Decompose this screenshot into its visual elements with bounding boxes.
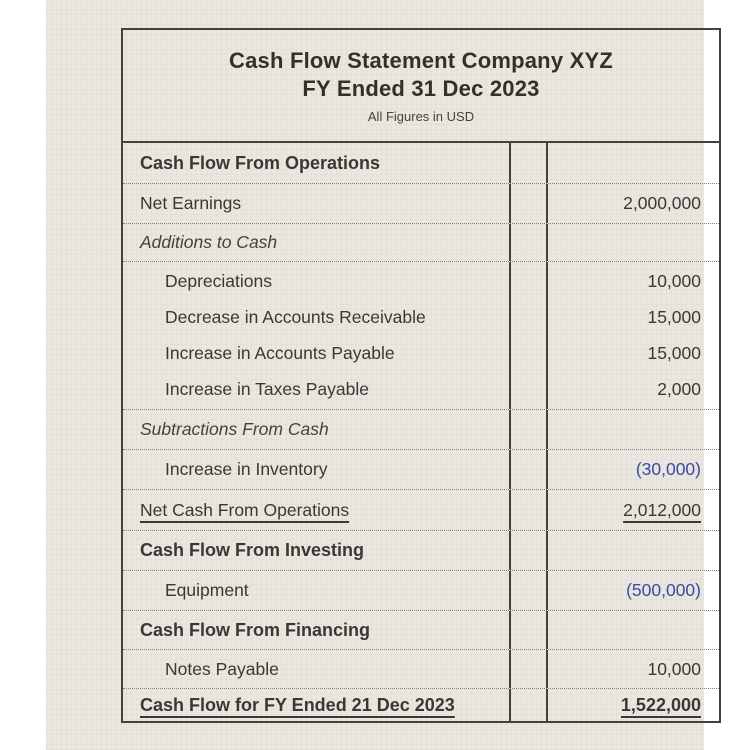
row-value bbox=[548, 143, 719, 183]
row-label: Net Earnings bbox=[140, 193, 242, 213]
spacer-column bbox=[509, 650, 548, 688]
row-value-increase-taxes-payable: 2,000 bbox=[657, 378, 701, 399]
row-label-increase-taxes-payable: Increase in Taxes Payable bbox=[165, 378, 369, 399]
row-value-increase-accounts-payable: 15,000 bbox=[647, 342, 701, 363]
spacer-column bbox=[509, 224, 548, 261]
spacer-column bbox=[509, 184, 548, 223]
row-value: 10,000 bbox=[647, 658, 701, 679]
row-label: Net Cash From Operations bbox=[140, 499, 350, 520]
row-net-cash-from-operations bbox=[123, 489, 719, 530]
row-label: Additions to Cash bbox=[140, 232, 278, 252]
row-label: Cash Flow From Financing bbox=[140, 619, 371, 640]
row-notes-payable bbox=[123, 649, 719, 688]
row-value: 2,000,000 bbox=[623, 193, 701, 213]
row-net-earnings bbox=[123, 183, 719, 223]
row-value-decrease-accounts-receivable: 15,000 bbox=[647, 307, 701, 328]
row-label: Cash Flow for FY Ended 21 Dec 2023 bbox=[140, 694, 455, 715]
spacer-column bbox=[509, 611, 548, 649]
row-value bbox=[548, 611, 719, 649]
statement-title-line2: FY Ended 31 Dec 2023 bbox=[302, 76, 540, 101]
row-value bbox=[548, 410, 719, 449]
cash-flow-statement-table bbox=[121, 28, 721, 723]
row-equipment bbox=[123, 570, 719, 610]
row-label: Notes Payable bbox=[165, 658, 279, 679]
row-value bbox=[548, 531, 719, 570]
spacer-column bbox=[509, 262, 548, 409]
spacer-column bbox=[509, 689, 548, 721]
row-value-negative: (500,000) bbox=[626, 580, 701, 600]
row-value bbox=[548, 224, 719, 261]
row-cash-flow-from-operations bbox=[123, 143, 719, 183]
row-cash-flow-from-financing bbox=[123, 610, 719, 649]
row-label: Cash Flow From Investing bbox=[140, 540, 365, 560]
row-label-decrease-accounts-receivable: Decrease in Accounts Receivable bbox=[165, 307, 426, 328]
paper-background bbox=[46, 0, 704, 750]
row-label: Increase in Inventory bbox=[165, 459, 328, 479]
row-subtractions-from-cash bbox=[123, 409, 719, 449]
rows-additions-block bbox=[123, 261, 719, 409]
spacer-column bbox=[509, 410, 548, 449]
statement-subtitle: All Figures in USD bbox=[367, 109, 475, 124]
spacer-column bbox=[509, 450, 548, 489]
spacer-column bbox=[509, 531, 548, 570]
row-cash-flow-from-investing bbox=[123, 530, 719, 570]
statement-header bbox=[123, 30, 719, 143]
row-cash-flow-total bbox=[123, 688, 719, 721]
spacer-column bbox=[509, 143, 548, 183]
row-additions-to-cash bbox=[123, 223, 719, 261]
row-label: Equipment bbox=[165, 580, 249, 600]
spacer-column bbox=[509, 571, 548, 610]
row-value-negative: (30,000) bbox=[635, 459, 701, 479]
spacer-column bbox=[509, 490, 548, 530]
row-value: 2,012,000 bbox=[623, 499, 701, 520]
row-label-depreciations: Depreciations bbox=[165, 271, 272, 292]
row-label-increase-accounts-payable: Increase in Accounts Payable bbox=[165, 342, 395, 363]
row-label: Subtractions From Cash bbox=[140, 419, 329, 439]
row-increase-in-inventory bbox=[123, 449, 719, 489]
row-label: Cash Flow From Operations bbox=[140, 152, 381, 173]
row-value: 1,522,000 bbox=[620, 694, 701, 715]
row-value-depreciations: 10,000 bbox=[647, 271, 701, 292]
statement-title-line1: Cash Flow Statement Company XYZ bbox=[229, 48, 613, 73]
